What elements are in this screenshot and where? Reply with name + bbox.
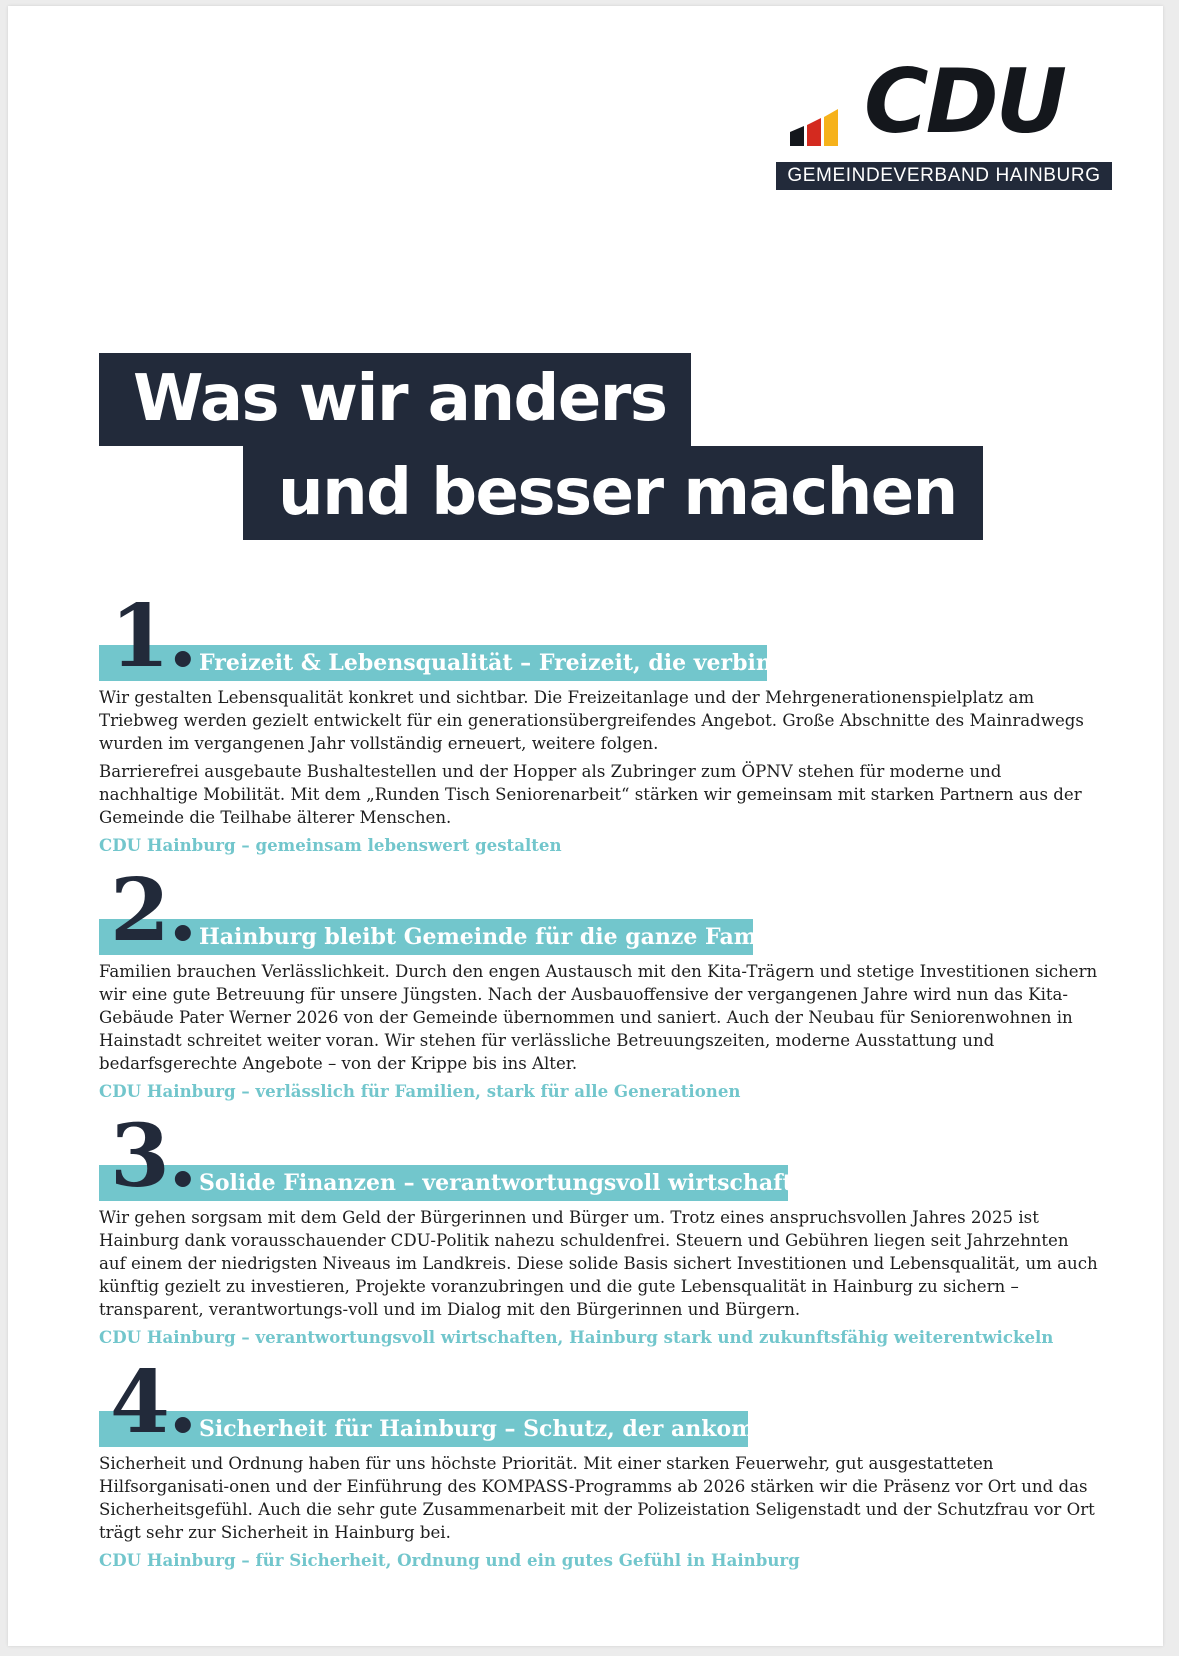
section-1 [99,586,1099,857]
section-number: 2. [110,860,196,961]
section-tagline: CDU Hainburg – verlässlich für Familien, stark für alle Generationen [99,1081,741,1101]
section-paragraph: Wir gestalten Lebensqualität konkret und sichtbar. Die Freizeitanlage und der Mehrgenerationenspielplatz am Triebweg werden gezielt entwickelt für ein generationsübergreifendes Angebot. Große Abschnitte des Mainradwegs wurden im vergangenen Jahr vollständig erneuert, weitere folgen. [99,688,1084,753]
headline-line-1-box [99,353,691,446]
section-number: 4. [110,1352,196,1453]
logo-subtitle: GEMEINDEVERBAND HAINBURG [776,162,1112,190]
headline-line-1: Was wir anders [133,362,667,436]
section-paragraph: Sicherheit und Ordnung haben für uns höchste Priorität. Mit einer starken Feuerwehr, gut ausgestatteten Hilfsorganisati-onen und der Einführung des KOMPASS-Programms ab 2026 stärken wir die Präsenz vor Ort und das Sicherheitsgefühl. Auch die sehr gute Zusammenarbeit mit der Polizeistation Seligenstadt und der Schutzfrau vor Ort trägt sehr zur Sicherheit in Hainburg bei. [99,1454,1095,1542]
cdu-logo [776,50,1112,192]
section-tagline: CDU Hainburg – verantwortungsvoll wirtschaften, Hainburg stark und zukunftsfähig weiterentwickeln [99,1327,1054,1347]
section-body [99,686,1099,829]
section-title: Freizeit & Lebensqualität – Freizeit, die verbindet [199,650,812,676]
section-paragraph: Barrierefrei ausgebaute Bushaltestellen und der Hopper als Zubringer zum ÖPNV stehen für moderne und nachhaltige Mobilität. Mit dem „Runden Tisch Seniorenarbeit“ stärken wir gemeinsam mit starken Partnern aus der Gemeinde die Teilhabe älterer Menschen. [99,762,1082,827]
section-2 [99,860,1099,1103]
section-title-bar [99,1165,823,1201]
section-4 [99,1352,1099,1572]
logo-wordmark: CDU [864,50,1065,153]
section-body [99,960,1099,1075]
flyer-page [8,6,1163,1646]
section-title: Sicherheit für Hainburg – Schutz, der ankommt [199,1416,788,1442]
section-title: Solide Finanzen – verantwortungsvoll wirtschaften [199,1170,823,1196]
section-tagline: CDU Hainburg – für Sicherheit, Ordnung und ein gutes Gefühl in Hainburg [99,1550,800,1570]
section-body [99,1206,1099,1321]
section-title-bar [99,645,812,681]
section-tagline: CDU Hainburg – gemeinsam lebenswert gestalten [99,835,562,855]
section-number: 1. [110,586,196,687]
section-paragraph: Familien brauchen Verlässlichkeit. Durch den engen Austausch mit den Kita-Trägern und stetige Investitionen sichern wir eine gute Betreuung für unsere Jüngsten. Nach der Ausbauoffensive der vergangenen Jahre wird nun das Kita-Gebäude Pater Werner 2026 von der Gemeinde übernommen und saniert. Auch der Neubau für Seniorenwohnen in Hainstadt schreitet weiter voran. Wir stehen für verlässliche Betreuungszeiten, moderne Ausstattung und bedarfsgerechte Angebote – von der Krippe bis ins Alter. [99,962,1098,1073]
section-title-bar [99,919,797,955]
section-number: 3. [110,1106,196,1207]
section-paragraph: Wir gehen sorgsam mit dem Geld der Bürgerinnen und Bürger um. Trotz eines anspruchsvollen Jahres 2025 ist Hainburg dank vorausschauender CDU-Politik nahezu schuldenfrei. Steuern und Gebühren liegen seit Jahrzehnten auf einem der niedrigsten Niveaus im Landkreis. Diese solide Basis sichert Investitionen und Lebensqualität, um auch künftig gezielt zu investieren, Projekte voranzubringen und die gute Lebensqualität in Hainburg zu sichern – transparent, verantwortungs-voll und im Dialog mit den Bürgerinnen und Bürgern. [99,1208,1098,1319]
section-title: Hainburg bleibt Gemeinde für die ganze Familie [199,924,797,950]
section-body [99,1452,1099,1544]
logo-bars-icon [790,96,870,146]
headline-line-2-box [243,446,983,540]
section-3 [99,1106,1099,1349]
headline-line-2: und besser machen [278,456,957,530]
section-title-bar [99,1411,788,1447]
